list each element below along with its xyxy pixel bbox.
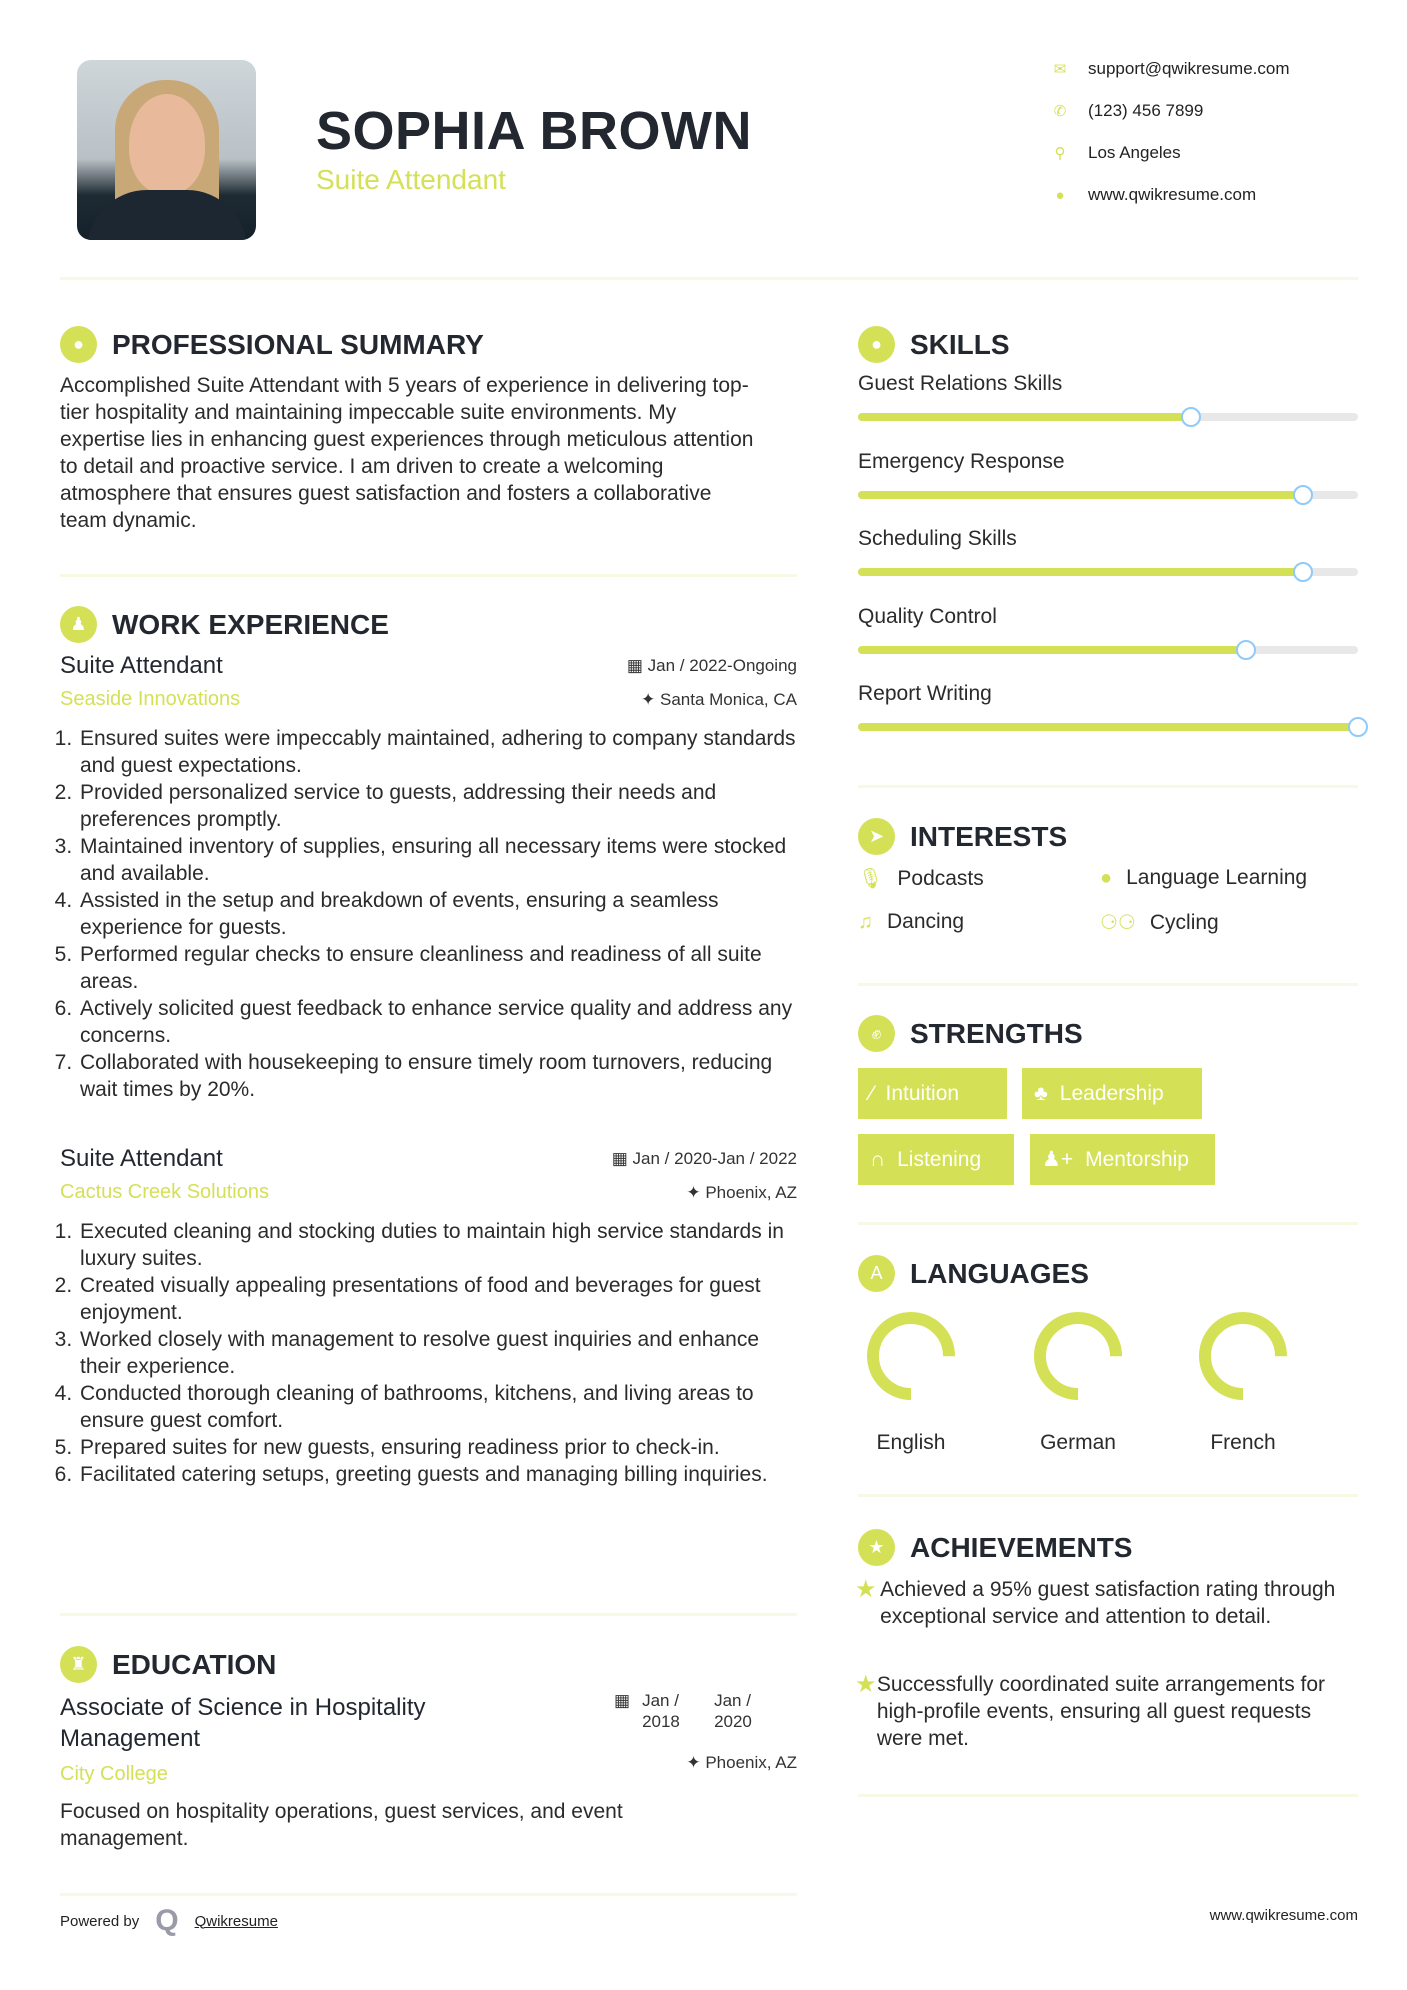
job-title: Suite Attendant [60,652,223,679]
strength-tag [1022,1068,1202,1119]
strength-label: Leadership [1059,1081,1164,1105]
interest-item [1100,910,1219,935]
skill-knob [1293,562,1313,582]
education-date [614,1690,774,1732]
contact-location [1052,143,1181,163]
skill-bar [858,413,1358,421]
section-title: PROFESSIONAL SUMMARY [112,328,484,360]
achievement-text: Successfully coordinated suite arrangements for high-profile events, ensuring all guest requests were met. [876,1673,1326,1750]
header-divider [60,277,1358,280]
contact-value: Los Angeles [1088,143,1181,162]
contact-value: www.qwikresume.com [1088,185,1257,204]
location-text: Santa Monica, CA [659,689,797,709]
languages-list [858,1300,1358,1460]
company-name: Seaside Innovations [60,688,241,710]
skill-knob [1236,640,1256,660]
briefcase-icon: ♟ [60,606,97,643]
section-title: SKILLS [910,328,1010,360]
strength-tag [858,1068,1007,1119]
language-ring [851,1300,971,1412]
interest-label: Cycling [1149,910,1219,934]
translate-icon: A [858,1255,895,1292]
skill-item [858,527,1358,576]
language-item [1018,1300,1138,1455]
contact-phone [1052,101,1203,121]
job-location [641,690,797,710]
divider [858,1494,1358,1497]
skill-item [858,372,1358,421]
skill-bar [858,491,1358,499]
brand-link[interactable]: Qwikresume [194,1912,278,1930]
skill-knob [1293,485,1313,505]
paper-plane-icon: ➤ [858,818,895,855]
summary-text: Accomplished Suite Attendant with 5 years of experience in delivering top-tier hospitality and maintaining impeccable suite environments. My expertise lies in enhancing guest experiences through meticulous attention to detail and proactive service. I am driven to create a welcoming atmosphere that ensures guest satisfaction and fosters a collaborative team dynamic. [60,374,754,532]
job-title: Suite Attendant [60,1145,223,1172]
skill-label: Emergency Response [858,449,1065,473]
list-item: 2. Created visually appealing presentations of food and beverages for guest enjoyment. [78,1272,797,1326]
map-pin-icon: ⚲ [1054,145,1066,162]
job-date [627,656,797,676]
user-icon: ● [60,326,97,363]
microphone-icon: 🎙︎ [858,868,884,890]
skill-item [858,605,1358,654]
achievement-item [855,1576,1355,1630]
skill-bar [858,646,1358,654]
skill-bar [858,723,1358,731]
location-text: Phoenix, AZ [705,1182,797,1202]
location-text: Phoenix, AZ [705,1753,797,1772]
education-location [597,1753,797,1773]
divider [858,785,1358,788]
interests-heading [858,818,1067,855]
degree-title: Associate of Science in Hospitality Management [60,1694,426,1752]
section-title: ACHIEVEMENTS [910,1531,1133,1563]
group-icon: ♣ [1034,1081,1048,1105]
language-item [851,1300,971,1455]
work-heading [60,606,389,643]
achievement-item [855,1671,1355,1752]
job-duties [60,725,797,1103]
skill-bar-fill [858,568,1303,576]
calendar-icon: ▦ [614,1691,631,1710]
headphones-icon: ∩ [870,1147,886,1171]
strength-label: Intuition [885,1081,960,1105]
language-ring [1018,1300,1138,1412]
education-description: Focused on hospitality operations, guest services, and event management. [60,1800,623,1850]
list-item: 1. Ensured suites were impeccably maintained, adhering to company standards and guest expectations. [78,725,797,779]
date-start: Jan / 2018 [642,1691,680,1731]
fist-icon: ✊︎ [858,1015,895,1052]
interest-item [1100,866,1307,890]
powered-by [60,1904,278,1938]
divider [858,983,1358,986]
list-item: 1. Executed cleaning and stocking duties to maintain high service standards in luxury suites. [78,1218,797,1272]
globe-icon: ● [1055,186,1065,204]
skill-bar-fill [858,491,1303,499]
language-label: German [1040,1431,1116,1454]
strength-tag [1030,1134,1215,1185]
date-text: Jan / 2022-Ongoing [647,656,797,675]
pin-icon: ✦ [686,1753,706,1772]
qwikresume-logo-icon: Q [155,1904,179,1937]
candidate-title: Suite Attendant [316,164,506,195]
summary-heading [60,326,484,363]
shooting-star-icon: ★ [855,1671,877,1698]
footer-site[interactable]: www.qwikresume.com [1209,1907,1358,1924]
strengths-heading [858,1015,1083,1052]
languages-heading [858,1255,1089,1292]
skill-bar [858,568,1358,576]
user-plus-icon: ♟+ [1042,1148,1074,1171]
contact-value: support@qwikresume.com [1088,59,1290,78]
music-note-icon: ♫ [858,910,873,933]
section-title: INTERESTS [910,820,1068,852]
bicycle-icon: ⚆⚆ [1100,912,1136,934]
skill-knob [1181,407,1201,427]
contact-website[interactable] [1052,185,1256,205]
skill-bar-fill [858,723,1358,731]
skill-label: Quality Control [858,604,997,628]
list-item: 3. Maintained inventory of supplies, ensuring all necessary items were stocked and available. [78,833,797,887]
section-title: STRENGTHS [910,1017,1083,1049]
powered-by-label: Powered by [60,1912,140,1930]
magic-wand-icon: ⁄ [870,1081,874,1105]
list-item: 5. Prepared suites for new guests, ensuring readiness prior to check-in. [78,1434,797,1461]
interest-label: Podcasts [897,866,984,890]
strength-label: Mentorship [1085,1147,1189,1171]
skill-item [858,450,1358,499]
divider [60,574,797,577]
language-label: French [1210,1431,1276,1454]
interest-label: Language Learning [1126,866,1308,889]
school-name: City College [60,1763,168,1785]
job-location [686,1183,797,1203]
divider [858,1794,1358,1797]
pin-icon: ✦ [641,689,660,709]
language-label: English [876,1431,946,1454]
interest-item [858,866,984,891]
list-item: 6. Facilitated catering setups, greeting guests and managing billing inquiries. [78,1461,797,1488]
list-item: 5. Performed regular checks to ensure cleanliness and readiness of all suite areas. [78,941,797,995]
list-item: 2. Provided personalized service to guests, addressing their needs and preferences promptly. [78,779,797,833]
section-title: LANGUAGES [910,1257,1089,1289]
list-item: 4. Conducted thorough cleaning of bathrooms, kitchens, and living areas to ensure guest comfort. [78,1380,797,1434]
section-title: WORK EXPERIENCE [112,608,389,640]
divider [60,1613,797,1616]
interest-item [858,910,964,934]
interest-label: Dancing [887,910,965,933]
skill-label: Report Writing [858,682,992,705]
skills-heading [858,326,1010,363]
skill-item [858,682,1358,731]
star-badge-icon: ★ [858,1529,895,1566]
divider [60,1893,797,1896]
calendar-icon: ▦ [626,656,648,675]
candidate-name: SOPHIA BROWN [316,101,752,161]
skill-label: Guest Relations Skills [858,372,1063,395]
list-item: 6. Actively solicited guest feedback to enhance service quality and address any concerns. [78,995,797,1049]
profile-photo [77,60,256,240]
skill-label: Scheduling Skills [858,527,1017,550]
strength-label: Listening [897,1147,982,1171]
date-end: Jan / 2020 [714,1691,752,1731]
skill-bar-fill [858,646,1247,654]
achievement-text: Achieved a 95% guest satisfaction rating through exceptional service and attention to detail. [880,1578,1336,1628]
graduate-icon: ♜ [60,1646,97,1683]
globe-icon: ● [1100,866,1113,889]
phone-icon: ✆ [1053,103,1067,120]
contact-value: (123) 456 7899 [1088,101,1204,120]
job-duties [60,1218,797,1488]
pin-icon: ✦ [686,1182,706,1202]
achievements-heading [858,1529,1132,1566]
education-heading [60,1646,276,1683]
list-item: 4. Assisted in the setup and breakdown of events, ensuring a seamless experience for guests. [78,887,797,941]
list-item: 3. Worked closely with management to resolve guest inquiries and enhance their experience. [78,1326,797,1380]
calendar-icon: ▦ [611,1149,633,1168]
job-date [612,1149,797,1169]
skill-knob [1348,717,1368,737]
shooting-star-icon: ★ [855,1576,877,1603]
list-item: 7. Collaborated with housekeeping to ensure timely room turnovers, reducing wait times by 20%. [78,1049,797,1103]
strength-tag [858,1134,1014,1185]
language-item [1183,1300,1303,1455]
language-ring [1183,1300,1303,1412]
skill-bar-fill [858,413,1191,421]
divider [858,1222,1358,1225]
job-entry [60,1145,797,1488]
contact-email[interactable] [1052,59,1290,79]
company-name: Cactus Creek Solutions [60,1181,269,1203]
envelope-icon: ✉ [1053,61,1067,78]
section-title: EDUCATION [112,1648,277,1680]
job-entry [60,652,797,1103]
date-text: Jan / 2020-Jan / 2022 [632,1149,797,1168]
lightbulb-icon: ● [858,326,895,363]
